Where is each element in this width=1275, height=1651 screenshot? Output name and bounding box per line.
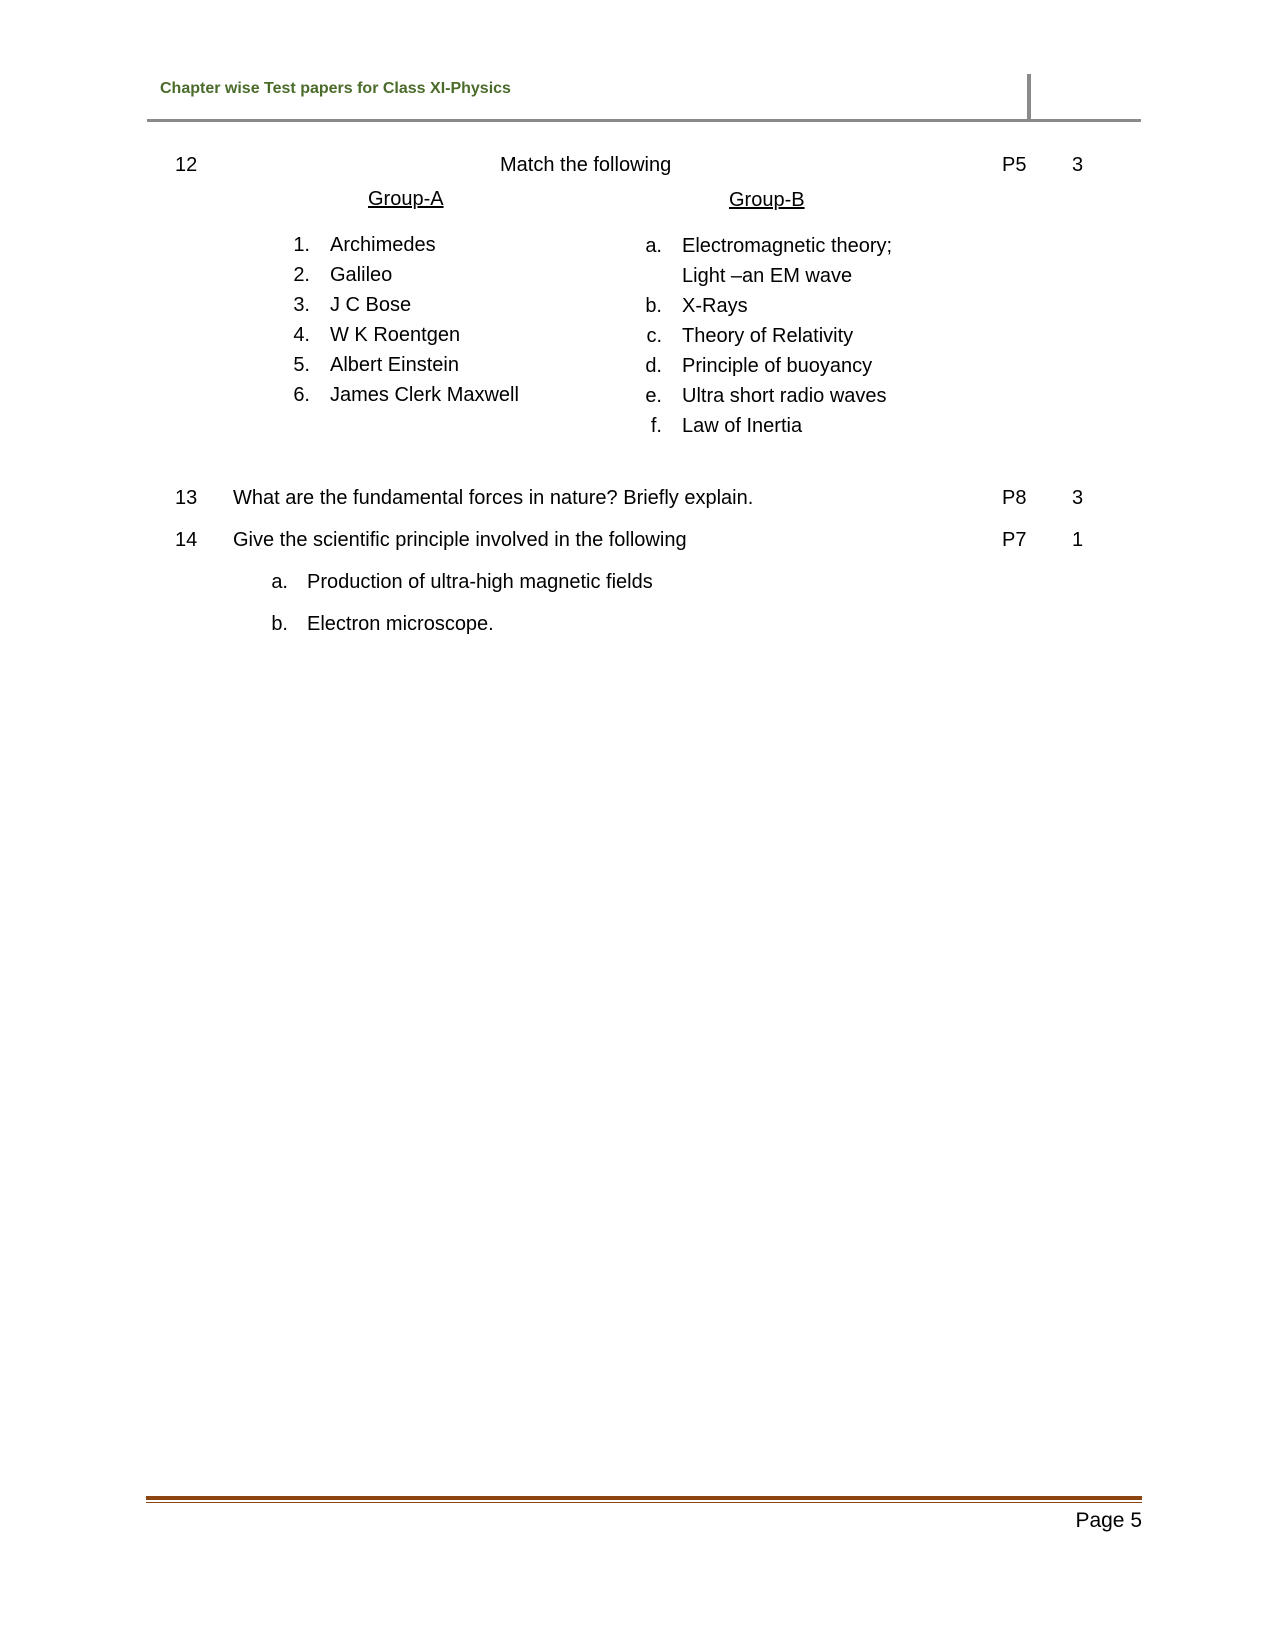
list-item-marker: 6.	[293, 384, 310, 406]
list-item-marker: a.	[645, 235, 662, 257]
list-item-marker: 5.	[293, 354, 310, 376]
question-marks: 1	[1072, 529, 1084, 551]
question-text: Match the following	[500, 154, 672, 176]
question-code: P7	[1002, 529, 1027, 551]
list-item: W K Roentgen	[330, 324, 461, 346]
list-item-marker: c.	[646, 325, 662, 347]
list-item: J C Bose	[330, 294, 412, 316]
list-item: Ultra short radio waves	[682, 385, 887, 407]
question-marks: 3	[1072, 154, 1084, 176]
list-item: Electron microscope.	[307, 613, 494, 635]
header-title: Chapter wise Test papers for Class XI-Physics	[160, 80, 511, 97]
page-number: Page 5	[1075, 1509, 1142, 1532]
list-item-marker: d.	[645, 355, 662, 377]
footer-divider-thin	[146, 1502, 1142, 1503]
list-item: James Clerk Maxwell	[330, 384, 519, 406]
footer-divider	[146, 1496, 1142, 1500]
list-item-marker: 4.	[293, 324, 310, 346]
header-divider	[147, 119, 1141, 122]
group-a-heading: Group-A	[368, 188, 444, 210]
list-item: Law of Inertia	[682, 415, 803, 437]
list-item: Production of ultra-high magnetic fields	[307, 571, 653, 593]
list-item: Galileo	[330, 264, 393, 286]
question-text: What are the fundamental forces in nature? Briefly explain.	[233, 487, 754, 509]
list-item-marker: b.	[645, 295, 662, 317]
list-item: Archimedes	[330, 234, 436, 256]
question-code: P5	[1002, 154, 1027, 176]
list-item: Principle of buoyancy	[682, 355, 873, 377]
header-vertical-divider	[1027, 74, 1031, 122]
question-number: 14	[175, 529, 198, 551]
list-item: Albert Einstein	[330, 354, 459, 376]
list-item: Electromagnetic theory;	[682, 235, 893, 257]
list-item-marker: f.	[650, 415, 662, 437]
list-item: Theory of Relativity	[682, 325, 854, 347]
list-item-marker: 2.	[293, 264, 310, 286]
list-item-marker: 3.	[293, 294, 310, 316]
question-marks: 3	[1072, 487, 1084, 509]
question-number: 12	[175, 154, 198, 176]
list-item-marker: a.	[271, 571, 288, 593]
list-item: X-Rays	[682, 295, 748, 317]
list-item-marker: b.	[271, 613, 288, 635]
question-text: Give the scientific principle involved in the following	[233, 529, 687, 551]
question-number: 13	[175, 487, 198, 509]
list-item-marker: 1.	[293, 234, 310, 256]
list-item-marker: e.	[645, 385, 662, 407]
list-item-continuation: Light –an EM wave	[682, 265, 853, 287]
question-code: P8	[1002, 487, 1027, 509]
group-b-heading: Group-B	[729, 189, 805, 211]
